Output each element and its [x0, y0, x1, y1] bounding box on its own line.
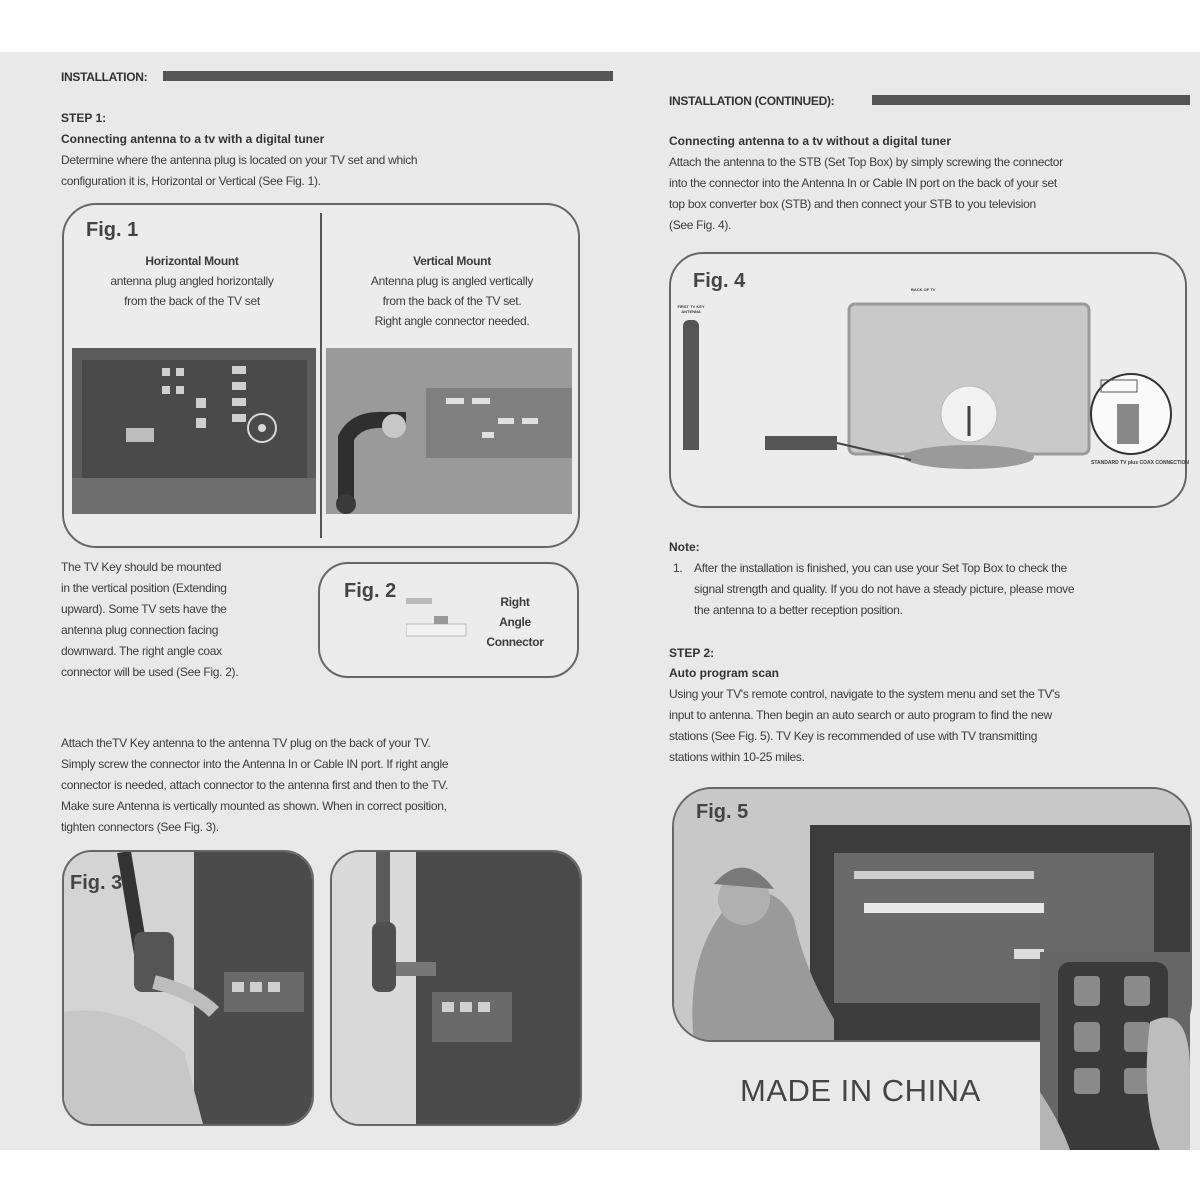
vertical-mount-caption [324, 251, 580, 331]
no-tuner-line: (See Fig. 4). [669, 218, 732, 232]
no-tuner-line: Attach the antenna to the STB (Set Top Box) by simply screwing the connector [669, 155, 1063, 169]
tvkey-note-line: upward). Some TV sets have the [61, 602, 227, 616]
fig5-label: Fig. 5 [696, 801, 749, 823]
fig1-label: Fig. 1 [86, 219, 139, 241]
fig3-photo-right [330, 850, 582, 1126]
fig2-caption-line1: Right [500, 595, 530, 609]
step1-title: Connecting antenna to a tv with a digital tuner [61, 132, 325, 146]
attach-line: connector is needed, attach connector to the antenna first and then to the TV. [61, 778, 448, 792]
right-angle-connector-image [406, 594, 486, 649]
step2-text [669, 684, 1060, 768]
tvkey-note-line: connector will be used (See Fig. 2). [61, 665, 239, 679]
first-antenna-label: FIRST TV KEY ANTENNA [677, 304, 705, 314]
horizontal-mount-line1: antenna plug angled horizontally [110, 274, 274, 288]
fig4-label: Fig. 4 [693, 270, 746, 292]
fig1-panel [62, 203, 580, 548]
no-tuner-text [669, 152, 1063, 236]
note-label: Note: [669, 540, 700, 554]
made-in-china: MADE IN CHINA [740, 1073, 981, 1108]
fig2-label: Fig. 2 [344, 580, 397, 602]
note-line: After the installation is finished, you can use your Set Top Box to check the [694, 561, 1067, 575]
note-line: the antenna to a better reception position. [694, 603, 903, 617]
back-of-tv-label: BACK OF TV [911, 287, 936, 292]
step2-line: stations within 10-25 miles. [669, 750, 805, 764]
step2-line: Using your TV's remote control, navigate to the system menu and set the TV's [669, 687, 1060, 701]
step1-label: STEP 1: [61, 111, 107, 125]
horizontal-mount-caption [64, 251, 320, 311]
vertical-mount-line1: Antenna plug is angled vertically [370, 274, 534, 288]
step2-line: stations (See Fig. 5). TV Key is recommended of use with TV transmitting [669, 729, 1038, 743]
horizontal-mount-photo [72, 348, 316, 514]
attach-line: Attach theTV Key antenna to the antenna TV plug on the back of your TV. [61, 736, 431, 750]
tvkey-note-line: downward. The right angle coax [61, 644, 222, 658]
vertical-mount-line2: from the back of the TV set. [382, 294, 522, 308]
section-header-installation: INSTALLATION: [61, 70, 148, 84]
step2-line: input to antenna. Then begin an auto search or auto program to find the new [669, 708, 1052, 722]
no-tuner-line: top box converter box (STB) and then connect your STB to you television [669, 197, 1036, 211]
fig2-caption-line3: Connector [486, 635, 544, 649]
step1-text-line2: configuration it is, Horizontal or Vertical (See Fig. 1). [61, 174, 321, 188]
attach-line: Make sure Antenna is vertically mounted as shown. When in correct position, [61, 799, 447, 813]
attach-line: Simply screw the connector into the Antenna In or Cable IN port. If right angle [61, 757, 449, 771]
fig2-caption-line2: Angle [499, 615, 531, 629]
no-tuner-line: into the connector into the Antenna In or Cable IN port on the back of your set [669, 176, 1057, 190]
no-tuner-title: Connecting antenna to a tv without a digital tuner [669, 134, 951, 148]
tv-back-graphic [671, 254, 1189, 515]
tvkey-note-line: The TV Key should be mounted [61, 560, 222, 574]
step2-title: Auto program scan [669, 666, 780, 680]
section-header-installation-continued: INSTALLATION (CONTINUED): [669, 94, 835, 108]
header-rule-right [872, 95, 1190, 105]
note-number: 1. [673, 561, 683, 575]
vertical-mount-line3: Right angle connector needed. [374, 314, 530, 328]
note-line: signal strength and quality. If you do not have a steady picture, please move [694, 582, 1075, 596]
vertical-mount-photo [326, 348, 572, 514]
fig4-panel [669, 252, 1187, 508]
tvkey-note-line: antenna plug connection facing [61, 623, 219, 637]
tvkey-note-line: in the vertical position (Extending [61, 581, 227, 595]
attach-line: tighten connectors (See Fig. 3). [61, 820, 219, 834]
fig3-photo-left [62, 850, 314, 1126]
note-text [694, 558, 1074, 621]
horizontal-mount-title: Horizontal Mount [145, 254, 239, 268]
fig2-panel [318, 562, 579, 678]
remote-control-inset [1040, 952, 1190, 1150]
horizontal-mount-line2: from the back of the TV set [124, 294, 260, 308]
fig1-divider [320, 213, 322, 538]
fig2-caption [480, 592, 550, 652]
vertical-mount-title: Vertical Mount [413, 254, 491, 268]
header-rule [163, 71, 613, 81]
attach-instructions [61, 733, 448, 838]
step2-label: STEP 2: [669, 646, 715, 660]
standard-coax-label: STANDARD TV plus COAX CONNECTION [1091, 460, 1189, 466]
step1-text-line1: Determine where the antenna plug is located on your TV set and which [61, 153, 418, 167]
fig3-label: Fig. 3 [70, 872, 123, 894]
tvkey-note [61, 557, 238, 683]
